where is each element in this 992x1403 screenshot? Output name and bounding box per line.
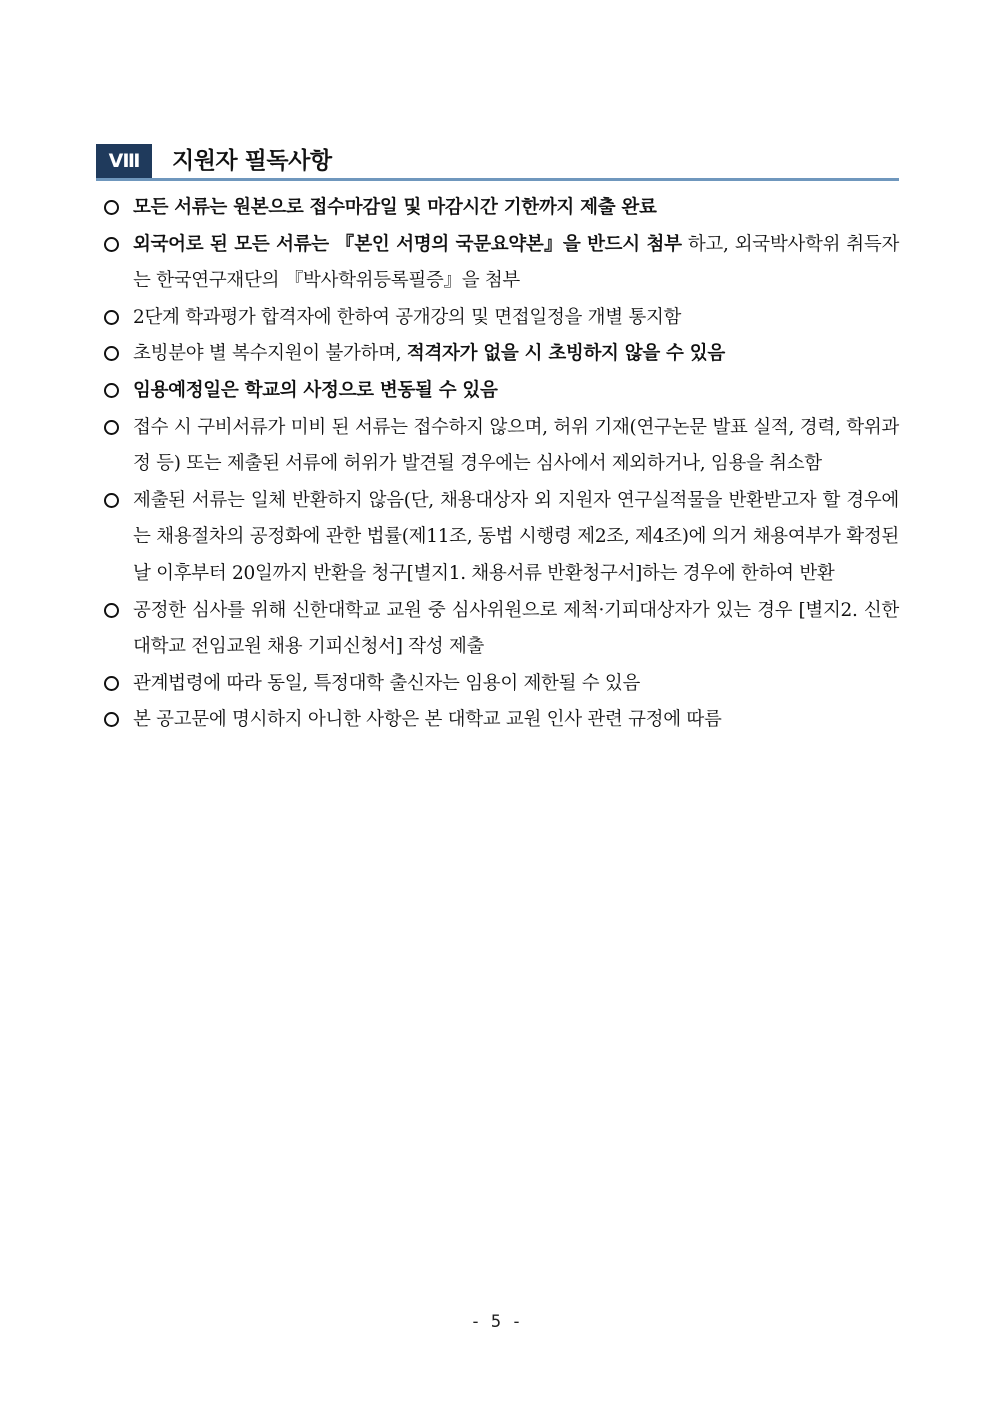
circle-bullet-icon — [104, 493, 119, 508]
circle-bullet-icon — [104, 346, 119, 361]
notice-item — [104, 702, 899, 739]
section-number-badge: Ⅷ — [96, 144, 152, 178]
notice-text-bold: 임용예정일은 학교의 사정으로 변동될 수 있음 — [133, 379, 498, 401]
notice-text: 공정한 심사를 위해 신한대학교 교원 중 심사위원으로 제척·기피대상자가 있는 경우 [별지2. 신한대학교 전임교원 채용 기피신청서] 작성 제출 — [133, 599, 899, 658]
circle-bullet-icon — [104, 603, 119, 618]
notice-text: 접수 시 구비서류가 미비 된 서류는 접수하지 않으며, 허위 기재(연구논문 발표 실적, 경력, 학위과정 등) 또는 제출된 서류에 허위가 발견될 경우에는 심사에서 제외하거나, 임용을 취소함 — [133, 416, 899, 475]
notice-item — [104, 227, 899, 300]
section-divider — [96, 178, 899, 181]
circle-bullet-icon — [104, 676, 119, 691]
circle-bullet-icon — [104, 237, 119, 252]
notice-text: 제출된 서류는 일체 반환하지 않음(단, 채용대상자 외 지원자 연구실적물을 반환받고자 할 경우에는 채용절차의 공정화에 관한 법률(제11조, 동법 시행령 제2조, 제4조)에 의거 채용여부가 확정된 날 이후부터 20일까지 반환을 청구[별지1. 채용서류 반환청구서]하는 경우에 한하여 반환 — [133, 489, 899, 584]
notice-text: 본 공고문에 명시하지 아니한 사항은 본 대학교 교원 인사 관련 규정에 따름 — [133, 709, 722, 731]
notice-text-bold: 모든 서류는 원본으로 접수마감일 및 마감시간 기한까지 제출 완료 — [133, 197, 657, 218]
notice-item — [104, 373, 899, 410]
notice-item — [104, 483, 899, 593]
notice-item — [104, 336, 899, 373]
notice-item — [104, 666, 899, 703]
notice-text: 2단계 학과평가 합격자에 한하여 공개강의 및 면접일정을 개별 통지함 — [133, 306, 682, 328]
section-title: 지원자 필독사항 — [172, 148, 332, 174]
notice-text-bold: 적격자가 없을 시 초빙하지 않을 수 있음 — [406, 343, 725, 365]
page-number: - 5 - — [470, 1312, 522, 1332]
notice-item — [104, 593, 899, 666]
circle-bullet-icon — [104, 200, 119, 215]
notice-text: 관계법령에 따라 동일, 특정대학 출신자는 임용이 제한될 수 있음 — [133, 672, 641, 694]
notice-text-bold: 외국어로 된 모든 서류는 『본인 서명의 국문요약본』을 반드시 첨부 — [133, 233, 682, 255]
notice-item — [104, 300, 899, 337]
circle-bullet-icon — [104, 712, 119, 727]
circle-bullet-icon — [104, 383, 119, 398]
notice-list — [104, 190, 899, 739]
notice-text: 하고, 외국박사학위 취득자는 한국연구재단의 『박사학위등록필증』을 첨부 — [133, 233, 900, 292]
section-header — [96, 144, 899, 180]
circle-bullet-icon — [104, 310, 119, 325]
notice-item — [104, 190, 899, 227]
notice-item — [104, 410, 899, 483]
circle-bullet-icon — [104, 420, 119, 435]
notice-text: 초빙분야 별 복수지원이 불가하며, — [133, 343, 407, 365]
